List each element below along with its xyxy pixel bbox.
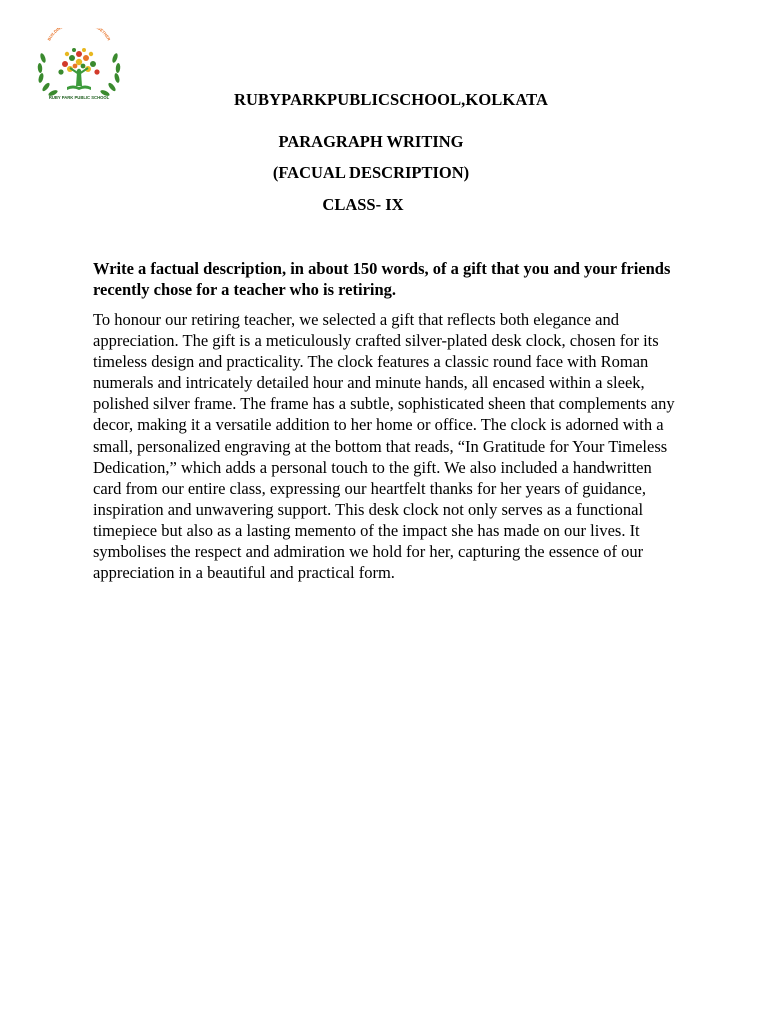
description-type-subtitle: (FACUAL DESCRIPTION): [272, 163, 470, 182]
logo-banner-text: RUBY PARK PUBLIC SCHOOL: [48, 95, 110, 100]
school-name-heading: RUBYPARKPUBLICSCHOOL,KOLKATA: [233, 90, 549, 109]
paragraph-writing-title: PARAGRAPH WRITING: [278, 132, 464, 151]
logo-arc-text: BUILDIN GETHER: [46, 28, 112, 42]
question-prompt: Write a factual description, in about 150 words, of a gift that you and your friends recently chose for a teacher who is retiring.: [93, 259, 671, 299]
tree-icon: [58, 48, 99, 90]
answer-paragraph: To honour our retiring teacher, we selected a gift that reflects both elegance and appreciation. The gift is a meticulously crafted silver-plated desk clock, chosen for its timeless design and practicality. The clock features a classic round face with Roman numerals and intricately detailed hour and minute hands, all encased within a sleek, polished silver frame. The frame has a subtle, sophisticated sheen that complements any decor, making it a versatile addition to her home or office. The clock is adorned with a small, personalized engraving at the bottom that reads, “In Gratitude for Your Timeless Dedication,” which adds a personal touch to the gift. We also included a handwritten card from our entire class, expressing our heartfelt thanks for her years of guidance, inspiration and unwavering support. This desk clock not only serves as a functional timepiece but also as a lasting memento of the impact she has made on our lives. It symbolises the respect and admiration we hold for her, capturing the essence of our appreciation in a beautiful and practical form.: [93, 310, 675, 583]
class-label: CLASS- IX: [322, 195, 404, 214]
